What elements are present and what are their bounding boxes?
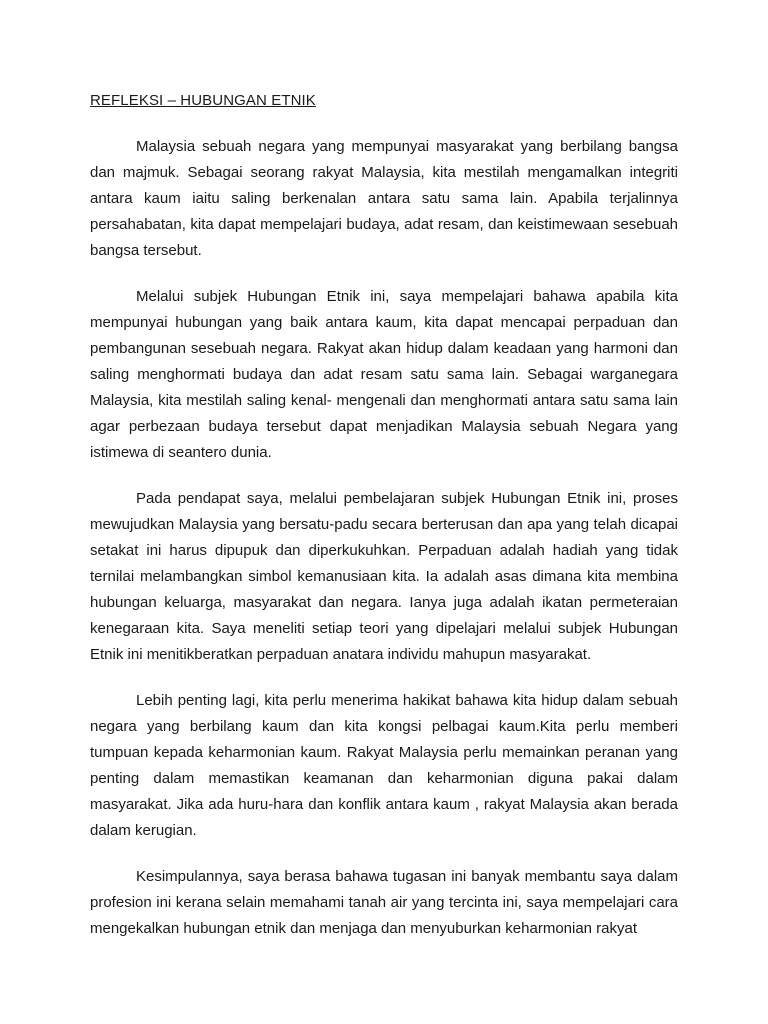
paragraph-4: Lebih penting lagi, kita perlu menerima hakikat bahawa kita hidup dalam sebuah negara yang berbilang kaum dan kita kongsi pelbagai kaum.Kita perlu memberi tumpuan kepada keharmonian kaum. Rakyat Malaysia perlu memainkan peranan yang penting dalam memastikan keamanan dan keharmonian diguna pakai dalam masyarakat. Jika ada huru-hara dan konflik antara kaum , rakyat Malaysia akan berada dalam kerugian. (90, 692, 678, 839)
document-title: REFLEKSI – HUBUNGAN ETNIK (90, 92, 316, 109)
paragraph-5: Kesimpulannya, saya berasa bahawa tugasan ini banyak membantu saya dalam profesion ini kerana selain memahami tanah air yang tercinta ini, saya mempelajari cara mengekalkan hubungan etnik dan menjaga dan menyuburkan keharmonian rakyat (90, 868, 678, 937)
paragraph-3: Pada pendapat saya, melalui pembelajaran subjek Hubungan Etnik ini, proses mewujudkan Malaysia yang bersatu-padu secara berterusan dan apa yang telah dicapai setakat ini harus dipupuk dan diperkukuhkan. Perpaduan adalah hadiah yang tidak ternilai melambangkan simbol kemanusiaan kita. Ia adalah asas dimana kita membina hubungan keluarga, masyarakat dan negara. Ianya juga adalah ikatan permeteraian kenegaraan kita. Saya meneliti setiap teori yang dipelajari melalui subjek Hubungan Etnik ini menitikberatkan perpaduan anatara individu mahupun masyarakat. (90, 490, 678, 663)
paragraph-1: Malaysia sebuah negara yang mempunyai masyarakat yang berbilang bangsa dan majmuk. Sebagai seorang rakyat Malaysia, kita mestilah mengamalkan integriti antara kaum iaitu saling berkenalan antara satu sama lain. Apabila terjalinnya persahabatan, kita dapat mempelajari budaya, adat resam, dan keistimewaan sesebuah bangsa tersebut. (90, 138, 678, 259)
paragraph-2: Melalui subjek Hubungan Etnik ini, saya mempelajari bahawa apabila kita mempunyai hubungan yang baik antara kaum, kita dapat mencapai perpaduan dan pembangunan sesebuah negara. Rakyat akan hidup dalam keadaan yang harmoni dan saling menghormati budaya dan adat resam satu sama lain. Sebagai warganegara Malaysia, kita mestilah saling kenal- mengenali dan menghormati antara satu sama lain agar perbezaan budaya tersebut dapat menjadikan Malaysia sebuah Negara yang istimewa di seantero dunia. (90, 288, 678, 461)
